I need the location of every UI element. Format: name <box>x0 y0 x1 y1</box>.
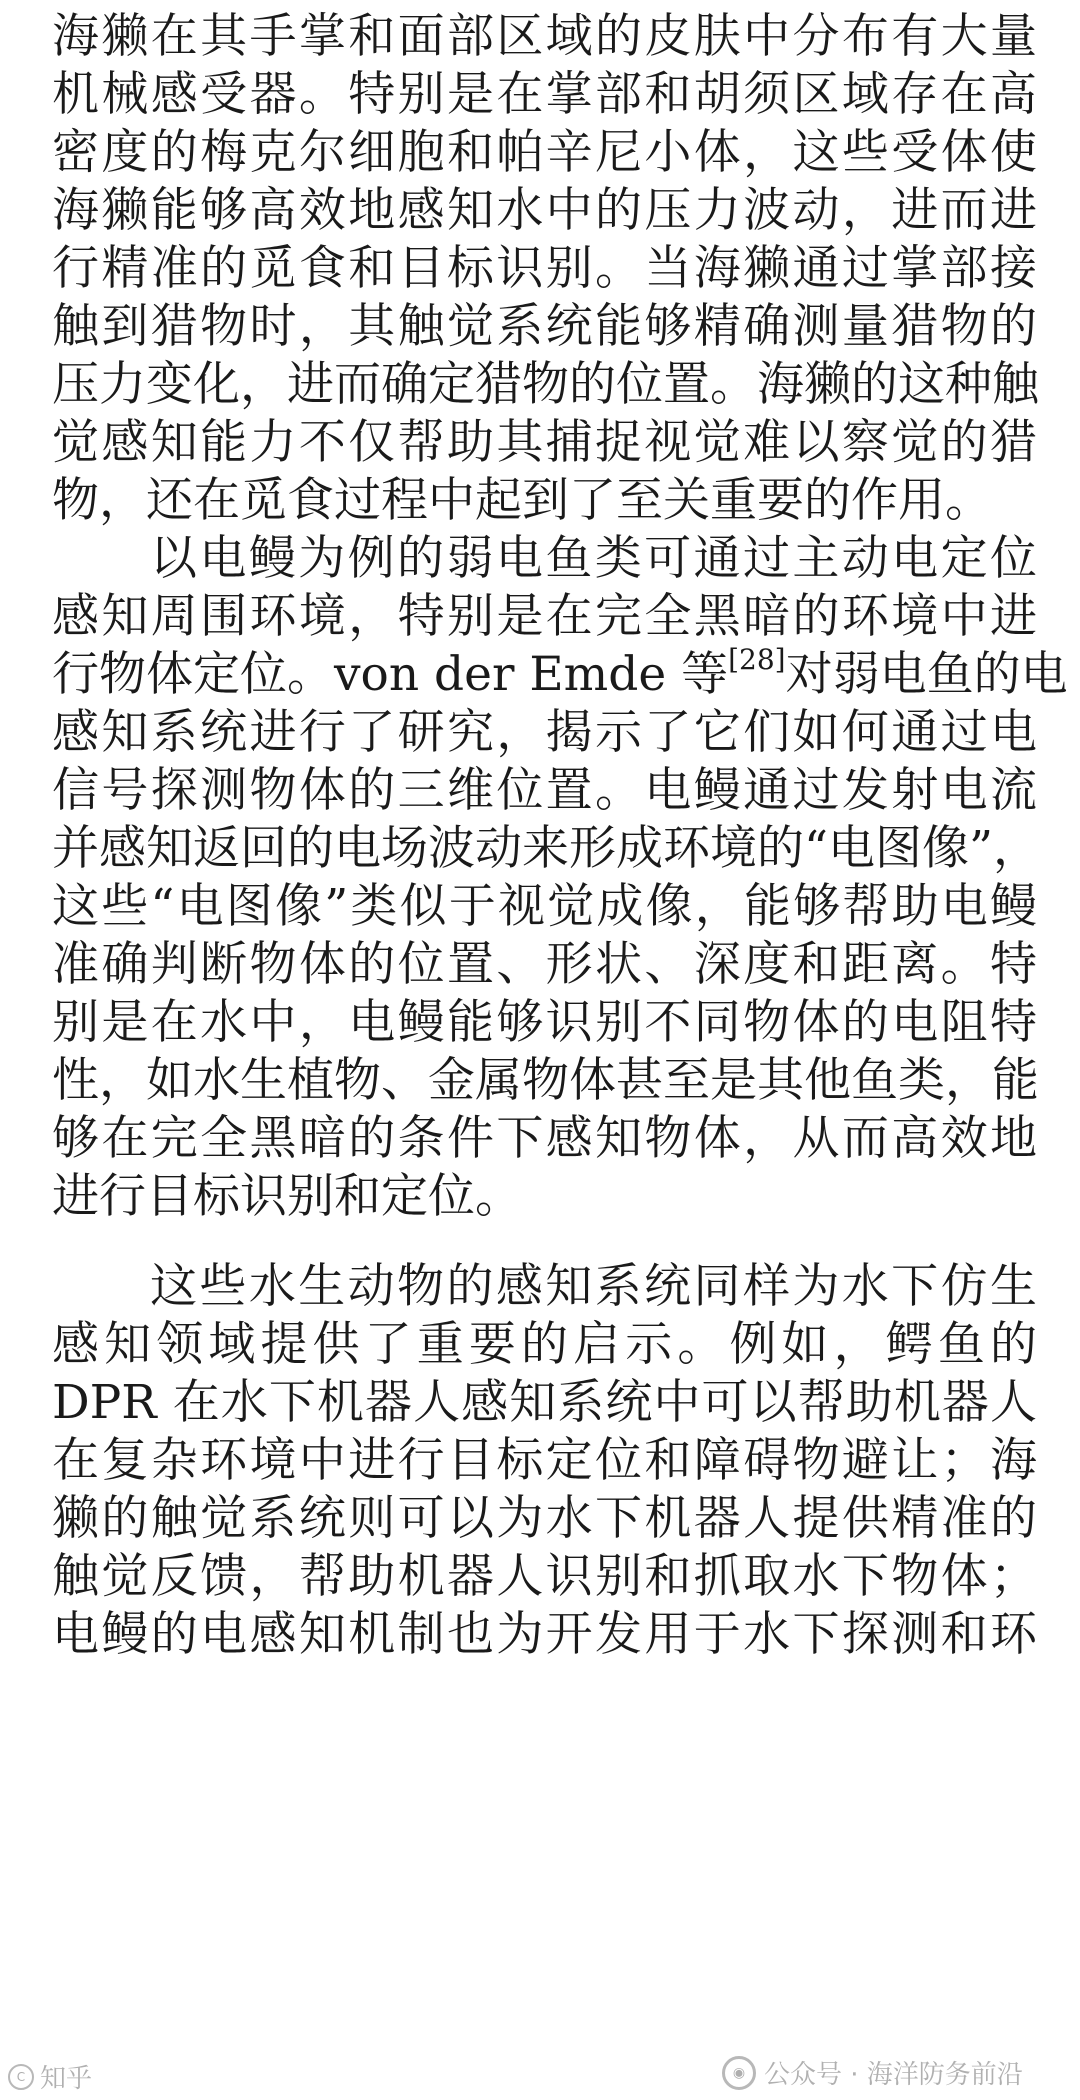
text-line: 触觉反馈，帮助机器人识别和抓取水下物体； <box>52 1549 1037 1604</box>
text-line: 这些“电图像”类似于视觉成像，能够帮助电鳗 <box>52 879 1037 934</box>
text-line: 触到猎物时，其触觉系统能够精确测量猎物的 <box>52 299 1037 354</box>
watermark-left <box>8 2058 92 2095</box>
text-line: 感知系统进行了研究，揭示了它们如何通过电 <box>52 705 1037 760</box>
text-line: 进行目标识别和定位。 <box>52 1169 522 1224</box>
paragraph-first-line: 这些水生动物的感知系统同样为水下仿生 <box>150 1259 1037 1314</box>
text-line: 觉感知能力不仅帮助其捕捉视觉难以察觉的猎 <box>52 415 1037 470</box>
text-line: 压力变化，进而确定猎物的位置。海獭的这种触 <box>52 357 1039 412</box>
text-line: 够在完全黑暗的条件下感知物体，从而高效地 <box>52 1111 1037 1166</box>
text-line: 獭的触觉系统则可以为水下机器人提供精准的 <box>52 1491 1037 1546</box>
text-line: 别是在水中，电鳗能够识别不同物体的电阻特 <box>52 995 1037 1050</box>
text-segment: 对弱电鱼的电 <box>785 647 1068 702</box>
text-line: 感知周围环境，特别是在完全黑暗的环境中进 <box>52 589 1037 644</box>
text-line: 机械感受器。特别是在掌部和胡须区域存在高 <box>52 67 1037 122</box>
text-line: 密度的梅克尔细胞和帕辛尼小体，这些受体使 <box>52 125 1037 180</box>
text-line: DPR 在水下机器人感知系统中可以帮助机器人 <box>52 1375 1037 1430</box>
watermark-bar <box>0 2052 1080 2100</box>
wechat-icon: ◉ <box>722 2056 756 2090</box>
text-line: 并感知返回的电场波动来形成环境的“电图像”， <box>52 821 1041 876</box>
paragraph-first-line: 以电鳗为例的弱电鱼类可通过主动电定位 <box>150 531 1037 586</box>
text-line: 行精准的觅食和目标识别。当海獭通过掌部接 <box>52 241 1037 296</box>
text-segment: 行物体定位。von der Emde 等 <box>52 647 729 702</box>
watermark-right <box>722 2054 1023 2091</box>
text-line: 在复杂环境中进行目标定位和障碍物避让；海 <box>52 1433 1037 1488</box>
watermark-left-text: 知乎 <box>40 2064 93 2094</box>
copyright-icon: C <box>8 2064 34 2090</box>
text-line: 准确判断物体的位置、形状、深度和距离。特 <box>52 937 1037 992</box>
text-line: 海獭在其手掌和面部区域的皮肤中分布有大量 <box>52 9 1037 64</box>
text-line: 电鳗的电感知机制也为开发用于水下探测和环 <box>52 1607 1037 1662</box>
text-line: 海獭能够高效地感知水中的压力波动，进而进 <box>52 183 1037 238</box>
text-line: 物，还在觅食过程中起到了至关重要的作用。 <box>52 473 992 528</box>
citation-reference: [28] <box>728 643 786 677</box>
text-line: 性，如水生植物、金属物体甚至是其他鱼类，能 <box>52 1053 1039 1108</box>
watermark-right-text: 公众号 · 海洋防务前沿 <box>764 2060 1023 2090</box>
text-line: 感知领域提供了重要的启示。例如，鳄鱼的 <box>52 1317 1037 1372</box>
text-line: 信号探测物体的三维位置。电鳗通过发射电流 <box>52 763 1037 818</box>
